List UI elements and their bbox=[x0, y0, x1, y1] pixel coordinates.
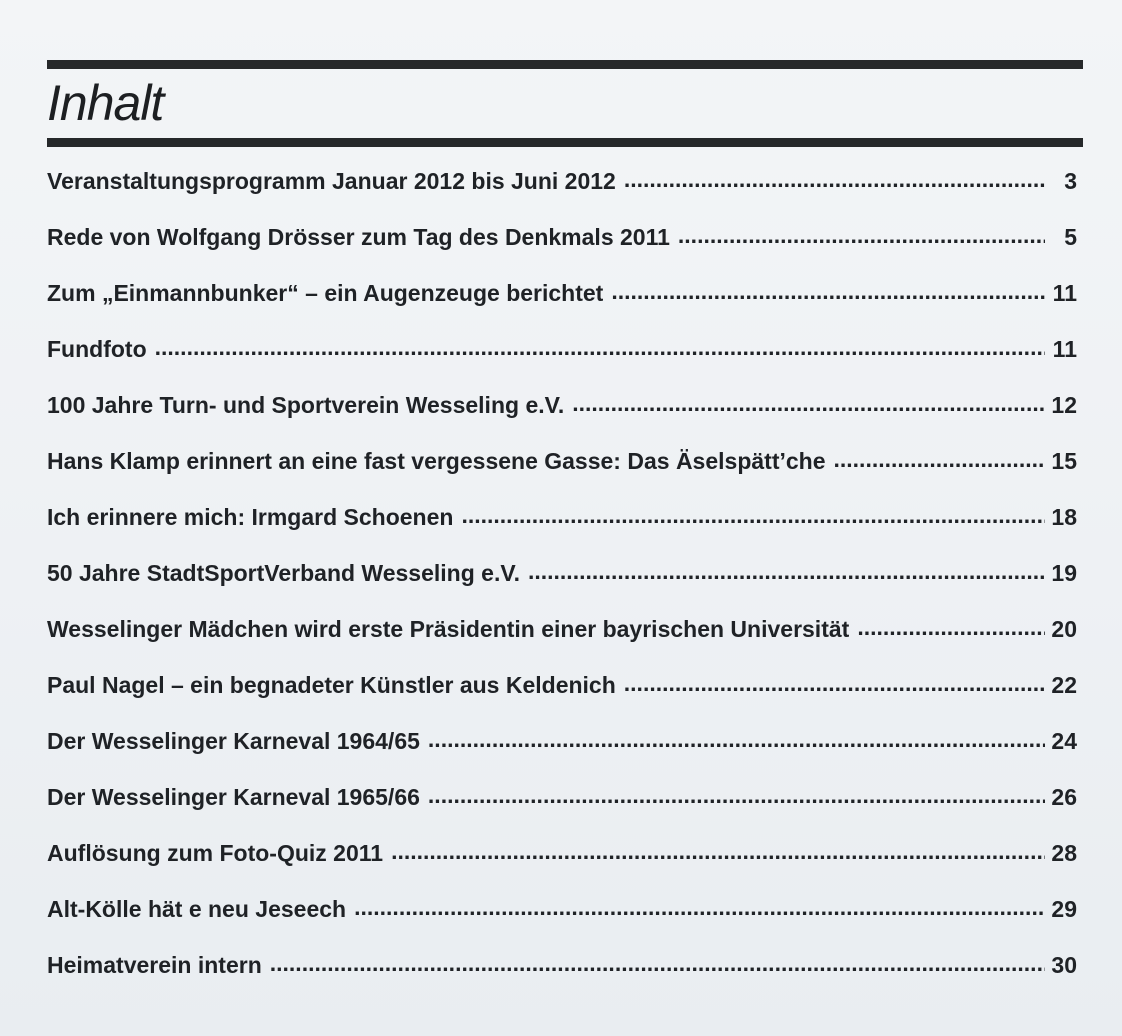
toc-entry-title: Der Wesselinger Karneval 1964/65 bbox=[47, 728, 420, 754]
toc-entry-page: 22 bbox=[1051, 672, 1077, 698]
toc-entry-title: Rede von Wolfgang Drösser zum Tag des Denkmals 2011 bbox=[47, 224, 670, 250]
toc-entry-page: 18 bbox=[1051, 504, 1077, 530]
title-underline-rule bbox=[47, 138, 1083, 147]
toc-entry bbox=[47, 896, 1077, 952]
toc-entry-page: 24 bbox=[1051, 728, 1077, 754]
toc-entry-page: 29 bbox=[1051, 896, 1077, 922]
toc-entry-page: 11 bbox=[1052, 280, 1077, 306]
table-of-contents bbox=[47, 168, 1077, 1008]
toc-entry bbox=[47, 224, 1077, 280]
toc-entry bbox=[47, 672, 1077, 728]
toc-entry bbox=[47, 784, 1077, 840]
toc-entry bbox=[47, 560, 1077, 616]
dot-leader bbox=[155, 334, 1045, 361]
toc-entry-page: 26 bbox=[1051, 784, 1077, 810]
toc-entry-page: 15 bbox=[1051, 448, 1077, 474]
dot-leader bbox=[624, 166, 1045, 193]
toc-entry-page: 5 bbox=[1064, 224, 1077, 250]
page-title: Inhalt bbox=[47, 75, 164, 131]
toc-entry-title: 100 Jahre Turn- und Sportverein Wesseling e.V. bbox=[47, 392, 565, 418]
dot-leader bbox=[857, 614, 1045, 641]
toc-entry-title: Veranstaltungsprogramm Januar 2012 bis Juni 2012 bbox=[47, 168, 616, 194]
toc-entry-page: 19 bbox=[1051, 560, 1077, 586]
dot-leader bbox=[428, 726, 1045, 753]
toc-entry bbox=[47, 616, 1077, 672]
dot-leader bbox=[834, 446, 1046, 473]
dot-leader bbox=[270, 950, 1045, 977]
toc-entry-page: 11 bbox=[1052, 336, 1077, 362]
dot-leader bbox=[528, 558, 1045, 585]
dot-leader bbox=[391, 838, 1045, 865]
toc-entry-title: Ich erinnere mich: Irmgard Schoenen bbox=[47, 504, 454, 530]
toc-entry-title: Zum „Einmannbunker“ – ein Augenzeuge berichtet bbox=[47, 280, 604, 306]
toc-entry bbox=[47, 280, 1077, 336]
toc-entry bbox=[47, 952, 1077, 1008]
toc-entry bbox=[47, 728, 1077, 784]
toc-entry bbox=[47, 504, 1077, 560]
dot-leader bbox=[611, 278, 1045, 305]
toc-entry-title: 50 Jahre StadtSportVerband Wesseling e.V. bbox=[47, 560, 520, 586]
toc-entry bbox=[47, 168, 1077, 224]
toc-entry-title: Heimatverein intern bbox=[47, 952, 262, 978]
top-rule bbox=[47, 60, 1083, 69]
toc-entry-title: Hans Klamp erinnert an eine fast vergessene Gasse: Das Äselspätt’che bbox=[47, 448, 826, 474]
toc-entry-page: 30 bbox=[1051, 952, 1077, 978]
toc-entry-page: 20 bbox=[1051, 616, 1077, 642]
toc-entry-title: Der Wesselinger Karneval 1965/66 bbox=[47, 784, 420, 810]
dot-leader bbox=[624, 670, 1045, 697]
dot-leader bbox=[678, 222, 1045, 249]
toc-entry-title: Wesselinger Mädchen wird erste Präsidentin einer bayrischen Universität bbox=[47, 616, 850, 642]
toc-entry bbox=[47, 840, 1077, 896]
dot-leader bbox=[461, 502, 1045, 529]
toc-entry-page: 28 bbox=[1051, 840, 1077, 866]
dot-leader bbox=[428, 782, 1045, 809]
toc-entry bbox=[47, 448, 1077, 504]
toc-entry-title: Alt-Kölle hät e neu Jeseech bbox=[47, 896, 347, 922]
contents-page bbox=[47, 60, 1083, 978]
toc-entry bbox=[47, 336, 1077, 392]
toc-entry-title: Fundfoto bbox=[47, 336, 147, 362]
toc-entry-page: 3 bbox=[1064, 168, 1077, 194]
dot-leader bbox=[572, 390, 1045, 417]
toc-entry-title: Paul Nagel – ein begnadeter Künstler aus Keldenich bbox=[47, 672, 616, 698]
toc-entry bbox=[47, 392, 1077, 448]
toc-entry-title: Auflösung zum Foto-Quiz 2011 bbox=[47, 840, 384, 866]
toc-entry-page: 12 bbox=[1051, 392, 1077, 418]
dot-leader bbox=[354, 894, 1045, 921]
